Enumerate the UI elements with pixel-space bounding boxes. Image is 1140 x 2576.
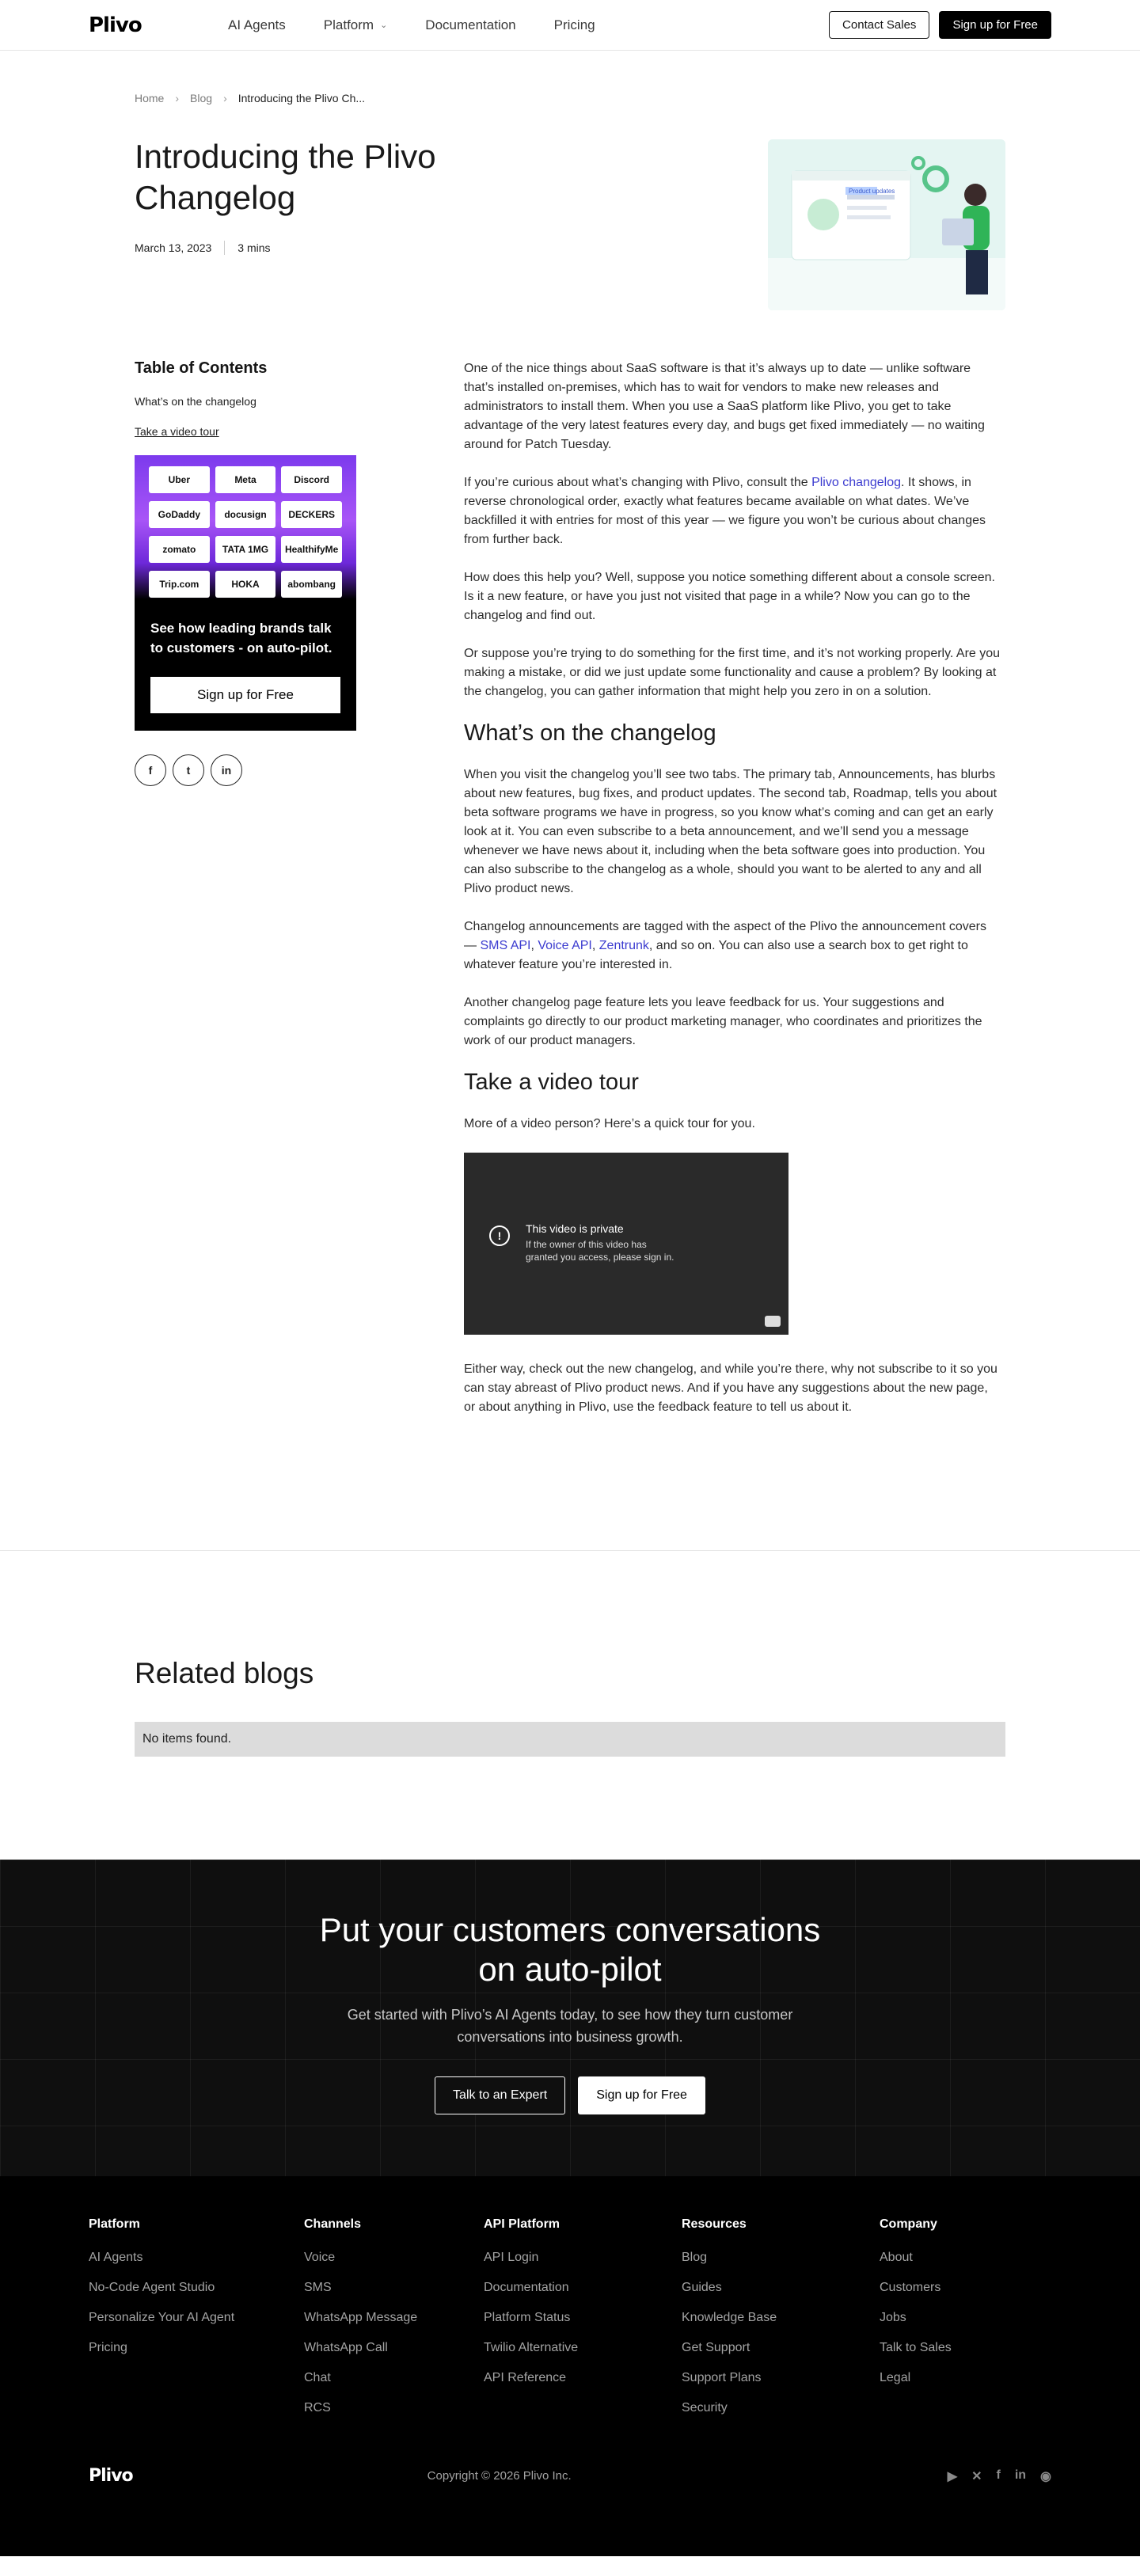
brand-logo: docusign: [215, 501, 276, 528]
video-status-title: This video is private: [526, 1222, 624, 1235]
footer-link[interactable]: WhatsApp Message: [304, 2311, 418, 2324]
nav-links: [228, 17, 595, 33]
breadcrumb-home[interactable]: Home: [135, 92, 165, 104]
cta-title: Put your customers conversations on auto-pilot: [319, 1911, 821, 1988]
footer-col-channels: [304, 2217, 484, 2431]
footer: [0, 2176, 1140, 2556]
footer-col-platform: [89, 2217, 304, 2431]
github-icon[interactable]: ◉: [1040, 2469, 1051, 2483]
linkedin-icon[interactable]: in: [211, 754, 242, 786]
related-title: Related blogs: [135, 1657, 314, 1689]
text: Changelog announcements are tagged with the aspect of the Plivo the announcement covers —: [464, 920, 986, 952]
text: ,: [591, 939, 599, 952]
x-icon[interactable]: ✕: [971, 2469, 982, 2483]
footer-link[interactable]: Legal: [880, 2371, 911, 2384]
brand-logo: DECKERS: [281, 501, 342, 528]
youtube-icon[interactable]: [765, 1316, 781, 1327]
nav-platform[interactable]: [324, 17, 388, 33]
promo-card: [135, 455, 356, 731]
promo-text: See how leading brands talk to customers - on auto-pilot.: [150, 621, 332, 655]
article-body: [464, 359, 1002, 1436]
paragraph: When you visit the changelog you’ll see two tabs. The primary tab, Announcements, has blurbs about new features, bug fixes, and product updates. The second tab, Roadmap, tells you about beta software programs we have in progress, so you know what’s coming and can get an early look at it. You can even subscribe to a beta announcement, and we’ll send you a message whenever we have news about it, including when the beta software goes into production. You can also subscribe to the changelog as a whole, should you want to be alerted to any and all Plivo product news.: [464, 768, 998, 895]
footer-col-company: [880, 2217, 1038, 2431]
breadcrumb-current: Introducing the Plivo Ch...: [238, 92, 366, 104]
footer-link[interactable]: Chat: [304, 2371, 331, 2384]
toc-item-video-tour[interactable]: Take a video tour: [135, 425, 219, 438]
footer-link[interactable]: API Login: [484, 2251, 539, 2264]
footer-link[interactable]: Documentation: [484, 2281, 569, 2294]
footer-col-title: API Platform: [484, 2217, 560, 2231]
hero: [0, 51, 1140, 312]
cta-subtitle: Get started with Plivo’s AI Agents today, to see how they turn customer conversations into business growth.: [347, 2007, 793, 2045]
brand-logo: HealthifyMe: [281, 536, 342, 563]
cta-actions: [0, 2076, 1140, 2114]
copyright: Copyright © 2026 Plivo Inc.: [427, 2469, 572, 2483]
nav-documentation[interactable]: Documentation: [425, 17, 516, 32]
footer-link[interactable]: Twilio Alternative: [484, 2341, 579, 2354]
footer-link[interactable]: Voice: [304, 2251, 336, 2264]
footer-link[interactable]: Support Plans: [682, 2371, 762, 2384]
hero-illustration: [768, 139, 1005, 310]
footer-col-api-platform: [484, 2217, 682, 2431]
nav-actions: [829, 11, 1051, 39]
nav-pricing[interactable]: Pricing: [553, 17, 595, 32]
footer-social: [948, 2468, 1051, 2484]
nav-ai-agents[interactable]: AI Agents: [228, 17, 286, 32]
chevron-right-icon: ›: [175, 92, 180, 104]
paragraph: More of a video person? Here’s a quick tour for you.: [464, 1117, 755, 1130]
breadcrumb: [135, 51, 1005, 104]
text: If you’re curious about what’s changing with Plivo, consult the: [464, 476, 812, 489]
footer-col-title: Platform: [89, 2217, 140, 2231]
illustration-caption: Product updates: [849, 188, 895, 195]
paragraph: Or suppose you’re trying to do something for the first time, and it’s not working properly. Are you making a mistake, or did we just update some functionality and cause a problem? By looking at the changelog, you can gather information that might help you zero in on a solution.: [464, 647, 1001, 698]
brand-logo-grid: [135, 455, 356, 599]
footer-logo[interactable]: Plivo: [89, 2466, 133, 2486]
related-blogs: [0, 1550, 1140, 1860]
brand-logo: HOKA: [215, 571, 276, 598]
footer-bottom: [89, 2466, 1051, 2486]
section-heading: Take a video tour: [464, 1070, 639, 1095]
footer-col-resources: [682, 2217, 880, 2431]
paragraph: Another changelog page feature lets you leave feedback for us. Your suggestions and complaints go directly to our product marketing manager, who coordinates and prioritizes the work of our product managers.: [464, 996, 982, 1047]
toc-item-whats-on-changelog[interactable]: What’s on the changelog: [135, 395, 256, 408]
facebook-icon[interactable]: f: [135, 754, 166, 786]
info-icon: !: [489, 1225, 510, 1246]
video-status-text: If the owner of this video has granted you access, please sign in.: [526, 1239, 674, 1263]
footer-link[interactable]: Pricing: [89, 2341, 127, 2354]
footer-link[interactable]: Personalize Your AI Agent: [89, 2311, 235, 2324]
zentrunk-link[interactable]: Zentrunk: [598, 939, 649, 952]
share-buttons: [135, 754, 451, 786]
linkedin-icon[interactable]: in: [1014, 2468, 1027, 2482]
video-embed[interactable]: [464, 1153, 788, 1335]
footer-link[interactable]: No-Code Agent Studio: [89, 2281, 215, 2294]
nav-platform-label: Platform: [323, 17, 374, 32]
text: , and so on. You can also use a search box to get right to whatever feature you’re interested in.: [464, 939, 968, 971]
twitter-icon[interactable]: t: [173, 754, 204, 786]
cta-banner: [0, 1860, 1140, 2176]
footer-link[interactable]: RCS: [304, 2401, 331, 2415]
footer-link[interactable]: Platform Status: [484, 2311, 571, 2324]
sms-api-link[interactable]: SMS API: [480, 939, 531, 952]
brand-logo: Uber: [149, 466, 210, 493]
brand-logo: zomato: [149, 536, 210, 563]
youtube-icon[interactable]: ▶: [947, 2469, 958, 2483]
footer-col-title: Channels: [304, 2217, 362, 2231]
paragraph: [464, 473, 1002, 549]
footer-link[interactable]: Guides: [682, 2281, 722, 2294]
brand-logo: Meta: [215, 466, 276, 493]
footer-link[interactable]: Customers: [880, 2281, 941, 2294]
footer-link[interactable]: About: [880, 2251, 913, 2264]
footer-link[interactable]: API Reference: [484, 2371, 567, 2384]
promo-signup-button[interactable]: Sign up for Free: [150, 677, 340, 713]
contact-sales-button[interactable]: Contact Sales: [829, 11, 929, 39]
footer-link[interactable]: Security: [682, 2401, 728, 2415]
section-heading: What’s on the changelog: [464, 720, 716, 746]
chevron-down-icon: ⌄: [380, 21, 388, 30]
brand-logo: GoDaddy: [149, 501, 210, 528]
footer-link[interactable]: Blog: [682, 2251, 708, 2264]
footer-col-title: Resources: [682, 2217, 747, 2231]
plivo-logo[interactable]: Plivo: [89, 13, 142, 37]
text: ,: [530, 939, 538, 952]
text: . It shows, in reverse chronological order, exactly what features became available on what dates. We’ve backfilled it with entries for most of this year — we figure you won’t be curious about changes from further back.: [464, 476, 986, 546]
footer-link[interactable]: Jobs: [880, 2311, 906, 2324]
chevron-right-icon: ›: [223, 92, 227, 104]
brand-logo: Discord: [281, 466, 342, 493]
paragraph: Either way, check out the new changelog, and while you’re there, why not subscribe to it so you can stay abreast of Plivo product news. And if you have any suggestions about the new page, or about anything in Plivo, use the feedback feature to tell us about it.: [464, 1362, 998, 1414]
paragraph: One of the nice things about SaaS software is that it’s always up to date — unlike software that’s installed on-premises, which has to wait for vendors to make new releases and administrators to install them. When you use a SaaS platform like Plivo, you get to take advantage of the very latest features every day, and bugs get fixed immediately — no waiting around for Patch Tuesday.: [464, 362, 985, 451]
footer-col-title: Company: [880, 2217, 937, 2231]
changelog-link[interactable]: Plivo changelog: [811, 476, 902, 489]
paragraph: [464, 918, 1002, 975]
top-nav: [0, 0, 1140, 51]
facebook-icon[interactable]: f: [996, 2468, 1001, 2482]
cta-signup-button[interactable]: Sign up for Free: [578, 2076, 705, 2114]
footer-link[interactable]: SMS: [304, 2281, 332, 2294]
article-layout: [0, 312, 1140, 1436]
brand-logo: TATA 1MG: [215, 536, 276, 563]
footer-link[interactable]: Knowledge Base: [682, 2311, 777, 2324]
footer-link[interactable]: AI Agents: [89, 2251, 143, 2264]
post-date: March 13, 2023: [135, 241, 212, 254]
brand-logo: abombang: [281, 571, 342, 598]
footer-columns: [89, 2217, 1051, 2431]
sidebar: [135, 359, 451, 1436]
signup-button[interactable]: Sign up for Free: [939, 11, 1051, 39]
toc-title: Table of Contents: [135, 359, 268, 377]
paragraph: How does this help you? Well, suppose you notice something different about a console screen. Is it a new feature, or have you just not visited that page in a while? Now you can go to the changelog and find out.: [464, 571, 995, 622]
empty-state: No items found.: [135, 1722, 1005, 1757]
footer-link[interactable]: Talk to Sales: [880, 2341, 952, 2354]
brand-logo: Trip.com: [149, 571, 210, 598]
talk-to-expert-button[interactable]: Talk to an Expert: [435, 2076, 565, 2114]
meta-divider: [224, 241, 225, 255]
footer-link[interactable]: Get Support: [682, 2341, 750, 2354]
breadcrumb-blog[interactable]: Blog: [190, 92, 213, 104]
voice-api-link[interactable]: Voice API: [538, 939, 592, 952]
page-title: Introducing the Plivo Changelog: [135, 138, 436, 216]
read-time: 3 mins: [238, 241, 271, 254]
footer-link[interactable]: WhatsApp Call: [304, 2341, 388, 2354]
